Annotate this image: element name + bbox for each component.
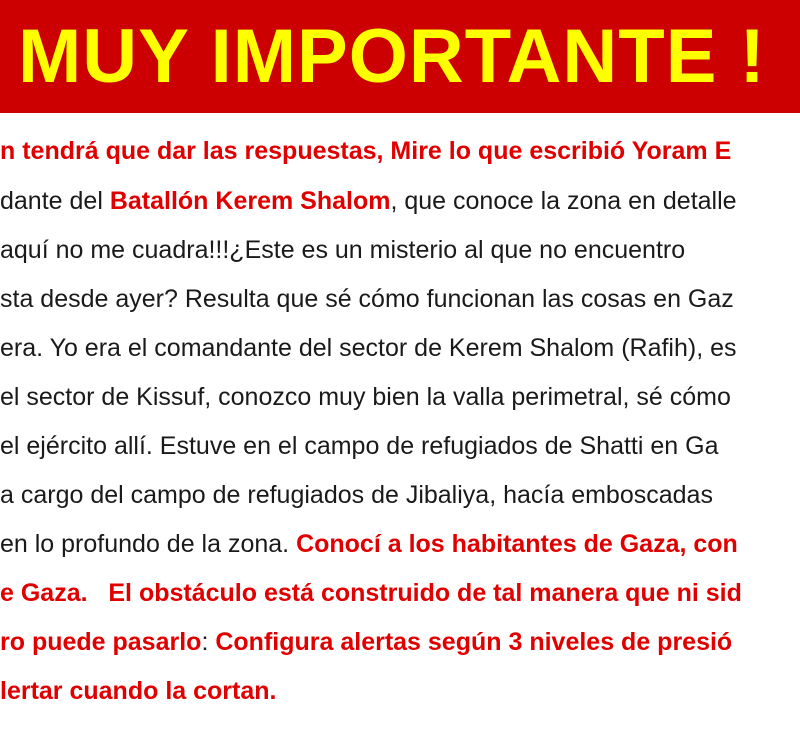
text-line [0,183,800,219]
text-line [0,330,800,366]
text-line [0,232,800,268]
body-text: : [201,628,216,656]
article-body [0,113,800,750]
text-line [0,428,800,464]
highlighted-text: ro puede pasarlo [0,628,202,656]
body-text: aquí no me cuadra!!!¿Este es un misterio al que no encuentro [0,236,686,264]
highlighted-text: Configura alertas según 3 niveles de presió [215,628,733,656]
text-line [0,281,800,317]
body-text: el sector de Kissuf, conozco muy bien la valla perimetral, sé cómo [0,383,731,411]
body-text: , que conoce la zona en detalle [390,187,737,215]
body-text: el ejército allí. Estuve en el campo de refugiados de Shatti en Ga [0,432,719,460]
highlighted-text: e Gaza. El obstáculo está construido de tal manera que ni sid [0,579,742,607]
body-text: dante del [0,187,110,215]
banner-title: MUY IMPORTANTE ! [18,14,766,99]
body-text: sta desde ayer? Resulta que sé cómo funcionan las cosas en Gaz [0,285,734,313]
highlighted-text: lertar cuando la cortan. [0,677,277,705]
highlighted-text: Batallón Kerem Shalom [109,187,391,215]
title-banner [0,0,800,113]
body-text: en lo profundo de la zona. [0,530,297,558]
text-line [0,526,800,562]
highlighted-text: n tendrá que dar las respuestas, Mire lo que escribió Yoram E [0,137,732,165]
text-line [0,477,800,513]
text-line [0,575,800,611]
body-text: era. Yo era el comandante del sector de Kerem Shalom (Rafih), es [0,334,737,362]
text-line [0,379,800,415]
text-line [0,673,800,709]
highlighted-text: Conocí a los habitantes de Gaza, con [296,530,738,558]
text-line [0,133,800,169]
body-text: a cargo del campo de refugiados de Jibaliya, hacía emboscadas [0,481,713,509]
text-line [0,624,800,660]
